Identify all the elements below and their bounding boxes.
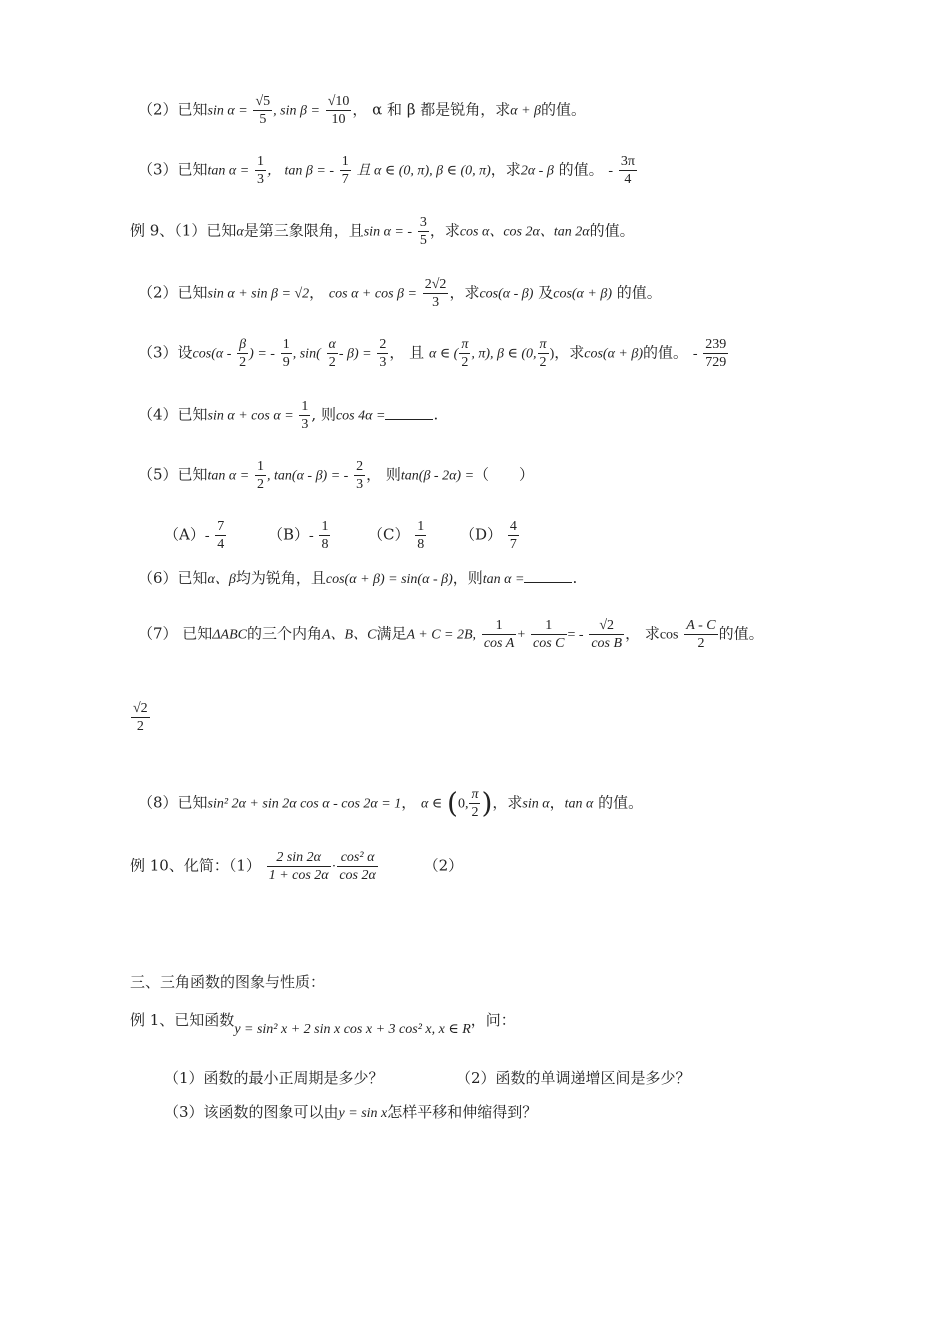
numerator: 239 — [705, 337, 727, 352]
fraction — [469, 786, 480, 821]
question-text: （1）函数的最小正周期是多少？ — [164, 1069, 384, 1087]
denominator: 729 — [705, 355, 727, 370]
numerator: 3π — [620, 154, 635, 169]
fraction — [340, 153, 351, 188]
numerator: 3 — [419, 215, 427, 230]
fraction — [255, 153, 266, 188]
text: ，问： — [470, 1011, 516, 1029]
numerator: 4 — [509, 519, 517, 534]
option-label: （D） — [460, 525, 503, 544]
example-9-4 — [138, 398, 438, 433]
math-expr: sin α — [522, 796, 550, 812]
math-expr: cos α + cos β = — [328, 286, 417, 302]
example-9-7 — [138, 617, 764, 652]
denominator: 4 — [217, 537, 225, 552]
math-expr: tan α — [564, 796, 594, 812]
numerator: β — [237, 336, 248, 354]
math-expr: sin² 2α + sin 2α cos α - cos 2α = 1 — [207, 796, 402, 812]
denominator: 8 — [417, 537, 425, 552]
math-expr: tan(β - 2α) = — [400, 468, 475, 484]
fraction — [299, 398, 310, 433]
math-expr: ) = - — [249, 346, 275, 362]
question-3 — [164, 1102, 537, 1124]
fraction — [538, 336, 549, 371]
option-a — [164, 518, 227, 553]
item-label: （5）已知 — [138, 465, 208, 484]
answer-sign: - — [608, 163, 614, 179]
option-label: （B） — [268, 525, 310, 544]
option-b — [268, 518, 331, 553]
numerator: 1 — [341, 154, 349, 169]
math-expr: cos — [659, 627, 679, 643]
numerator: π — [471, 787, 479, 802]
item-label: （2）已知 — [138, 100, 208, 119]
example-9-2 — [138, 276, 662, 311]
denominator: 2 — [328, 355, 336, 370]
math-expr: , π), β ∈ (0, — [471, 346, 537, 362]
denominator: 3 — [257, 172, 265, 187]
example-9-1 — [130, 214, 635, 249]
fraction — [326, 93, 352, 128]
text: , 则 — [311, 405, 336, 424]
answer-blank — [385, 407, 433, 420]
text: 的值。 — [643, 343, 689, 362]
math-expr: α + β — [510, 103, 542, 119]
answer-sign: - — [692, 346, 698, 362]
option-sign: - — [309, 528, 314, 544]
item-label: （3）已知 — [138, 160, 208, 179]
math-expr: tan α = — [207, 468, 250, 484]
numerator: 2 sin 2α — [267, 849, 331, 867]
text: ，则 — [452, 569, 483, 587]
item-label: 例 10、化简：（1） — [130, 856, 261, 875]
text: ， 则 — [366, 465, 401, 484]
option-label: （A） — [164, 525, 205, 544]
numerator: 2 — [356, 459, 364, 474]
fraction — [337, 849, 378, 884]
math-expr: α ∈ ( — [428, 346, 459, 362]
numerator: 1 — [482, 617, 516, 635]
fraction — [215, 518, 226, 553]
math-expr: ΔABC — [212, 627, 247, 643]
text: ，求 — [449, 283, 480, 302]
example-9-7-answer — [130, 700, 151, 735]
numerator: 7 — [217, 519, 225, 534]
text: ，求 — [429, 221, 460, 240]
example-10 — [130, 849, 463, 884]
math-expr: , tan(α - β) = - — [267, 468, 349, 484]
numerator: √10 — [327, 94, 350, 109]
problem-8-3 — [138, 153, 638, 188]
math-expr: y = sin x — [338, 1106, 388, 1121]
numerator: 1 — [417, 519, 425, 534]
text: ，求 — [554, 343, 585, 362]
denominator: cos B — [591, 636, 623, 651]
denominator: cos A — [483, 636, 515, 651]
text: ， 求 — [625, 624, 660, 643]
example-9-8 — [138, 786, 643, 821]
math-expr: y = sin² x + 2 sin x cos x + 3 cos² x, x ∈ R — [234, 1022, 471, 1037]
section-title — [130, 972, 325, 992]
denominator: 3 — [301, 417, 309, 432]
fraction — [589, 617, 624, 652]
text: 的值。 — [616, 283, 662, 302]
math-expr: , sin( — [292, 346, 321, 362]
answer-fraction — [131, 700, 150, 735]
math-expr: - β) = — [338, 346, 372, 362]
question-text: （2）函数的单调递增区间是多少？ — [456, 1069, 691, 1087]
fraction — [255, 458, 266, 493]
fraction — [459, 336, 470, 371]
item-label: （3）设 — [138, 343, 193, 362]
numerator: 1 — [531, 617, 567, 635]
math-expr: α、β — [207, 572, 236, 587]
denominator: 2 — [539, 355, 547, 370]
section3-example-1 — [130, 1010, 516, 1037]
fraction — [531, 617, 567, 652]
numerator: √2 — [133, 701, 148, 716]
numerator: 1 — [257, 459, 265, 474]
answer-blank — [524, 570, 572, 583]
denominator: 8 — [321, 537, 329, 552]
denominator: 10 — [331, 112, 346, 127]
question-1 — [164, 1068, 384, 1088]
denominator: 3 — [379, 355, 387, 370]
text: ， — [549, 793, 565, 812]
math-expr: ) — [549, 346, 555, 362]
fraction — [423, 276, 449, 311]
question-text: 怎样平移和伸缩得到？ — [387, 1103, 538, 1121]
fraction — [415, 518, 426, 553]
option-sign: - — [204, 528, 210, 544]
text: ， — [309, 283, 325, 302]
fraction — [418, 214, 429, 249]
text: 均为锐角，且 — [235, 569, 326, 587]
numerator: √2 — [589, 617, 624, 635]
option-d — [460, 518, 520, 553]
text: ， 且 — [389, 343, 425, 362]
math-expr: cos(α + β) — [553, 286, 612, 302]
item-label: （4）已知 — [138, 405, 208, 424]
fraction — [319, 518, 330, 553]
section-heading: 三、三角函数的图象与性质： — [130, 973, 326, 991]
answer-fraction — [619, 153, 637, 188]
problem-8-2 — [138, 93, 586, 128]
fraction — [253, 93, 272, 128]
math-expr: sin α + cos α = — [207, 408, 294, 424]
numerator: A - C — [686, 618, 716, 633]
denominator: 4 — [624, 172, 632, 187]
example-9-3 — [138, 336, 729, 371]
item-label: 例 1、已知函数 — [130, 1011, 235, 1029]
text: . — [572, 569, 578, 587]
denominator: 2 — [136, 719, 144, 734]
fraction — [482, 617, 516, 652]
text: ， α 和 β 都是锐角，求 — [352, 100, 511, 119]
answer-fraction — [703, 336, 728, 371]
math-expr: 且 α ∈ (0, π), β ∈ (0, π) — [356, 163, 491, 179]
text: 的值。 — [718, 624, 764, 643]
text: 的值。 — [598, 793, 644, 812]
option-label: （C） — [368, 525, 410, 544]
math-expr: cos α、cos 2α、tan 2α — [459, 224, 590, 240]
text: 的值。 — [558, 160, 604, 179]
fraction — [237, 336, 248, 371]
fraction — [267, 849, 331, 884]
math-expr: , sin β = — [273, 103, 320, 119]
item-label: （8）已知 — [138, 793, 208, 812]
denominator: cos C — [533, 636, 565, 651]
math-expr: A、B、C — [322, 627, 377, 643]
numerator: 1 — [301, 399, 309, 414]
item-label: （6）已知 — [138, 569, 208, 587]
denominator: 7 — [341, 172, 349, 187]
right-paren: ) — [481, 786, 493, 820]
math-expr: sin α = - — [363, 224, 413, 240]
denominator: 2 — [461, 355, 469, 370]
text: 的三个内角 — [246, 624, 322, 643]
math-expr: = - — [567, 627, 584, 643]
denominator: 2 — [471, 805, 479, 820]
math-expr: ， tan β = - — [267, 163, 334, 179]
math-expr: tan α = — [482, 572, 525, 587]
text: ， — [401, 793, 417, 812]
numerator: 1 — [282, 337, 290, 352]
math-expr: A + C = 2B, — [406, 627, 477, 643]
text: . — [433, 405, 439, 424]
denominator: 5 — [259, 112, 267, 127]
question-text: （3）该函数的图象可以由 — [164, 1103, 339, 1121]
denominator: 9 — [282, 355, 290, 370]
math-expr: cos(α + β) = sin(α - β) — [325, 572, 453, 587]
fraction — [508, 518, 519, 553]
math-expr: + — [517, 627, 526, 643]
numerator: cos² α — [337, 849, 378, 867]
math-expr: cos 4α = — [335, 408, 386, 424]
left-paren: ( — [447, 786, 458, 820]
text: 及 — [538, 283, 554, 302]
answer-paren: （ ） — [474, 465, 535, 484]
item-label: （2） — [423, 856, 464, 875]
denominator: 3 — [432, 295, 440, 310]
denominator: 2 — [697, 636, 705, 651]
text: 是第三象限角，且 — [243, 221, 364, 240]
fraction — [327, 336, 338, 371]
math-expr: cos(α + β) — [584, 346, 644, 362]
text: 满足 — [376, 624, 407, 643]
numerator: √5 — [255, 94, 271, 109]
numerator: π — [539, 337, 547, 352]
text: ，求 — [492, 793, 523, 812]
numerator: π — [461, 337, 469, 352]
math-expr: 0, — [457, 796, 469, 812]
fraction — [377, 336, 388, 371]
math-expr: 2α - β — [520, 163, 554, 179]
numerator: 2 — [379, 337, 387, 352]
fraction — [281, 336, 292, 371]
numerator: 1 — [257, 154, 265, 169]
math-expr: cos(α - — [192, 346, 232, 362]
math-expr: α ∈ — [421, 796, 443, 812]
example-9-6 — [138, 568, 577, 590]
text: ，求 — [490, 160, 521, 179]
math-expr: cos(α - β) — [479, 286, 534, 302]
math-expr: tan α = — [207, 163, 250, 179]
denominator: 7 — [509, 537, 517, 552]
denominator: 5 — [419, 233, 427, 248]
fraction — [354, 458, 365, 493]
math-expr: sin α = — [207, 103, 248, 119]
numerator: α — [328, 337, 336, 352]
math-expr: · — [331, 859, 337, 875]
denominator: cos 2α — [339, 868, 376, 883]
item-label: （2）已知 — [138, 283, 208, 302]
item-label: （7） 已知 — [138, 624, 213, 643]
text: 的值。 — [589, 221, 635, 240]
math-expr: α — [236, 224, 244, 240]
item-label: 例 9、（1）已知 — [130, 221, 237, 240]
math-expr: sin α + sin β = √2 — [207, 286, 310, 302]
numerator: 2√2 — [424, 277, 447, 292]
text: 的值。 — [541, 100, 587, 119]
example-9-5 — [138, 458, 534, 493]
option-c — [368, 518, 427, 553]
denominator: 2 — [239, 355, 247, 370]
numerator: 1 — [321, 519, 329, 534]
denominator: 1 + cos 2α — [268, 868, 329, 883]
denominator: 2 — [257, 477, 265, 492]
question-2 — [456, 1068, 691, 1088]
fraction — [684, 617, 717, 652]
denominator: 3 — [356, 477, 364, 492]
